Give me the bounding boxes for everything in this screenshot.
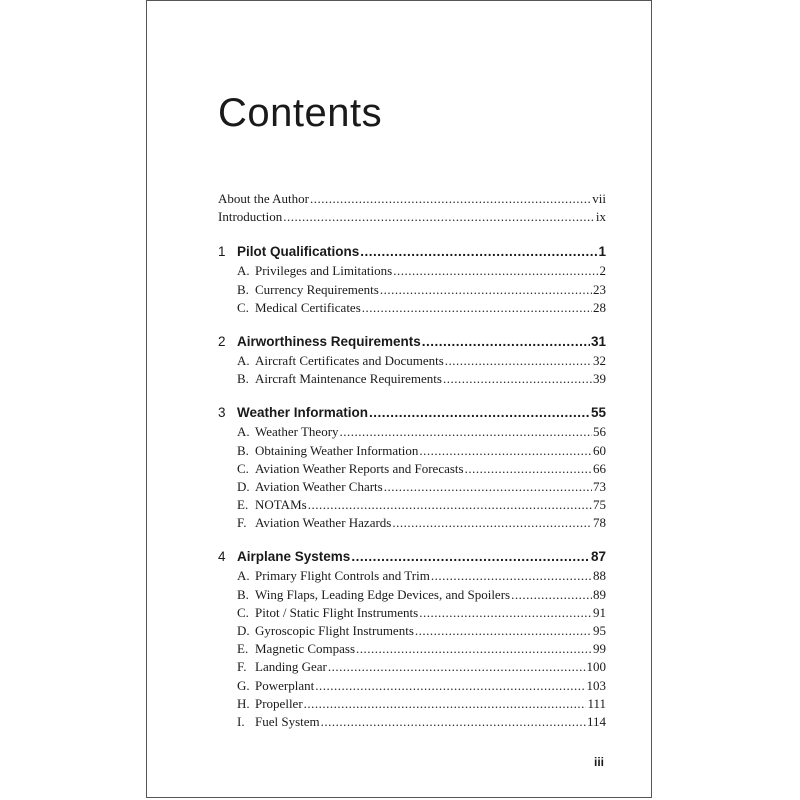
dot-leader xyxy=(321,713,586,731)
section-title: Powerplant xyxy=(255,677,315,693)
section-title: Pitot / Static Flight Instruments xyxy=(255,604,419,620)
section-letter: H. xyxy=(237,695,250,711)
toc-page-number: 73 xyxy=(593,478,606,494)
dot-leader xyxy=(283,208,595,226)
section-letter: A. xyxy=(237,568,250,584)
dot-leader xyxy=(384,478,592,496)
toc-page-number: 75 xyxy=(593,497,606,513)
toc-page-number: 91 xyxy=(593,604,606,620)
toc-entry-front-matter[interactable] xyxy=(218,190,606,208)
section-title: Aircraft Maintenance Requirements xyxy=(255,371,442,387)
section-title: Weather Theory xyxy=(255,424,339,440)
dot-leader xyxy=(465,460,592,478)
section-letter: C. xyxy=(237,604,249,620)
section-letter: I. xyxy=(237,713,245,729)
toc-section-entry[interactable] xyxy=(218,713,606,731)
toc-section-entry[interactable] xyxy=(218,640,606,658)
dot-leader xyxy=(315,677,585,695)
dot-leader xyxy=(308,496,592,514)
dot-leader xyxy=(419,604,592,622)
section-letter: A. xyxy=(237,424,250,440)
dot-leader xyxy=(310,190,591,208)
toc-section-entry[interactable] xyxy=(218,262,606,280)
dot-leader xyxy=(415,622,592,640)
toc-page-number: ix xyxy=(595,209,606,225)
section-letter: C. xyxy=(237,299,249,315)
dot-leader xyxy=(380,281,592,299)
toc-section-entry[interactable] xyxy=(218,370,606,388)
dot-leader xyxy=(422,333,590,351)
toc-chapter-entry[interactable] xyxy=(218,333,606,352)
page-title: Contents xyxy=(218,90,383,135)
section-title: Aviation Weather Charts xyxy=(255,478,383,494)
section-letter: B. xyxy=(237,442,249,458)
dot-leader xyxy=(419,442,592,460)
section-title: Privileges and Limitations xyxy=(255,263,393,279)
toc-page-number: 78 xyxy=(593,515,606,531)
toc-section-entry[interactable] xyxy=(218,299,606,317)
toc-page-number: 114 xyxy=(586,713,606,729)
toc-page-number: 2 xyxy=(599,263,606,279)
toc-page-number: 60 xyxy=(593,442,606,458)
dot-leader xyxy=(392,514,592,532)
toc-section-entry[interactable] xyxy=(218,460,606,478)
section-title: Magnetic Compass xyxy=(255,641,356,657)
section-title: Aircraft Certificates and Documents xyxy=(255,352,444,368)
toc-page-number: vii xyxy=(592,191,606,206)
toc-section-entry[interactable] xyxy=(218,695,606,713)
section-title: Wing Flaps, Leading Edge Devices, and Spoilers xyxy=(255,586,511,602)
table-of-contents xyxy=(218,190,606,731)
section-title: Medical Certificates xyxy=(255,299,361,315)
toc-page-number: 23 xyxy=(593,281,606,297)
toc-section-entry[interactable] xyxy=(218,281,606,299)
dot-leader xyxy=(393,262,598,280)
toc-page-number: 28 xyxy=(593,299,606,315)
toc-page-number: 100 xyxy=(586,659,606,675)
dot-leader xyxy=(356,640,592,658)
toc-section-entry[interactable] xyxy=(218,677,606,695)
dot-leader xyxy=(362,299,592,317)
toc-entry-label: Introduction xyxy=(218,209,283,225)
section-title: Gyroscopic Flight Instruments xyxy=(255,623,414,638)
folio-page-number: iii xyxy=(594,755,605,769)
toc-section-entry[interactable] xyxy=(218,567,606,585)
section-title: Obtaining Weather Information xyxy=(255,442,419,458)
toc-page-number: 31 xyxy=(590,333,606,349)
toc-page-number: 88 xyxy=(593,568,606,584)
toc-page-number: 56 xyxy=(593,424,606,440)
dot-leader xyxy=(360,243,597,261)
toc-chapter-entry[interactable] xyxy=(218,243,606,262)
section-letter: A. xyxy=(237,263,250,279)
toc-section-entry[interactable] xyxy=(218,622,606,640)
chapter-title: Airplane Systems xyxy=(237,549,351,565)
section-letter: B. xyxy=(237,371,249,387)
chapter-number: 4 xyxy=(218,549,226,565)
toc-page-number: 111 xyxy=(587,695,606,711)
section-title: Propeller xyxy=(255,695,303,711)
toc-page-number: 89 xyxy=(593,586,606,602)
toc-page-number: 66 xyxy=(593,460,606,476)
toc-section-entry[interactable] xyxy=(218,658,606,676)
dot-leader xyxy=(369,404,590,422)
section-letter: A. xyxy=(237,352,250,368)
dot-leader xyxy=(445,352,592,370)
toc-section-entry[interactable] xyxy=(218,514,606,532)
toc-chapter-entry[interactable] xyxy=(218,548,606,567)
chapter-title: Pilot Qualifications xyxy=(237,244,360,260)
section-title: Primary Flight Controls and Trim xyxy=(255,568,430,584)
toc-page-number: 95 xyxy=(593,623,606,638)
chapter-number: 1 xyxy=(218,244,226,260)
section-letter: D. xyxy=(237,478,250,494)
dot-leader xyxy=(304,695,587,713)
toc-page-number: 32 xyxy=(593,352,606,368)
toc-section-entry[interactable] xyxy=(218,478,606,496)
section-letter: G. xyxy=(237,677,250,693)
section-letter: E. xyxy=(237,497,249,513)
dot-leader xyxy=(511,586,592,604)
dot-leader xyxy=(431,567,592,585)
dot-leader xyxy=(340,423,592,441)
chapter-title: Weather Information xyxy=(237,405,369,421)
toc-section-entry[interactable] xyxy=(218,496,606,514)
section-title: Currency Requirements xyxy=(255,281,379,297)
toc-section-entry[interactable] xyxy=(218,352,606,370)
toc-section-entry[interactable] xyxy=(218,423,606,441)
section-letter: C. xyxy=(237,460,249,476)
dot-leader xyxy=(351,548,590,566)
toc-page-number: 87 xyxy=(590,549,606,565)
section-title: Landing Gear xyxy=(255,659,327,675)
section-letter: F. xyxy=(237,515,247,531)
section-title: Aviation Weather Reports and Forecasts xyxy=(255,460,464,476)
chapter-number: 3 xyxy=(218,405,226,421)
toc-section-entry[interactable] xyxy=(218,442,606,460)
toc-page-number: 39 xyxy=(593,371,606,387)
section-letter: D. xyxy=(237,623,250,638)
toc-entry-label: About the Author xyxy=(218,191,309,206)
section-title: Aviation Weather Hazards xyxy=(255,515,392,531)
toc-page-number: 55 xyxy=(590,405,606,421)
dot-leader xyxy=(328,658,586,676)
section-letter: B. xyxy=(237,586,249,602)
section-title: NOTAMs xyxy=(255,497,307,513)
toc-section-entry[interactable] xyxy=(218,604,606,622)
toc-entry-front-matter[interactable] xyxy=(218,208,606,226)
section-title: Fuel System xyxy=(255,713,320,729)
section-letter: E. xyxy=(237,641,249,657)
section-letter: B. xyxy=(237,281,249,297)
toc-page-number: 1 xyxy=(598,244,606,260)
toc-section-entry[interactable] xyxy=(218,586,606,604)
chapter-title: Airworthiness Requirements xyxy=(237,333,421,349)
toc-page-number: 103 xyxy=(586,677,606,693)
toc-page-number: 99 xyxy=(593,641,606,657)
section-letter: F. xyxy=(237,659,247,675)
dot-leader xyxy=(443,370,592,388)
toc-chapter-entry[interactable] xyxy=(218,404,606,423)
chapter-number: 2 xyxy=(218,333,226,349)
